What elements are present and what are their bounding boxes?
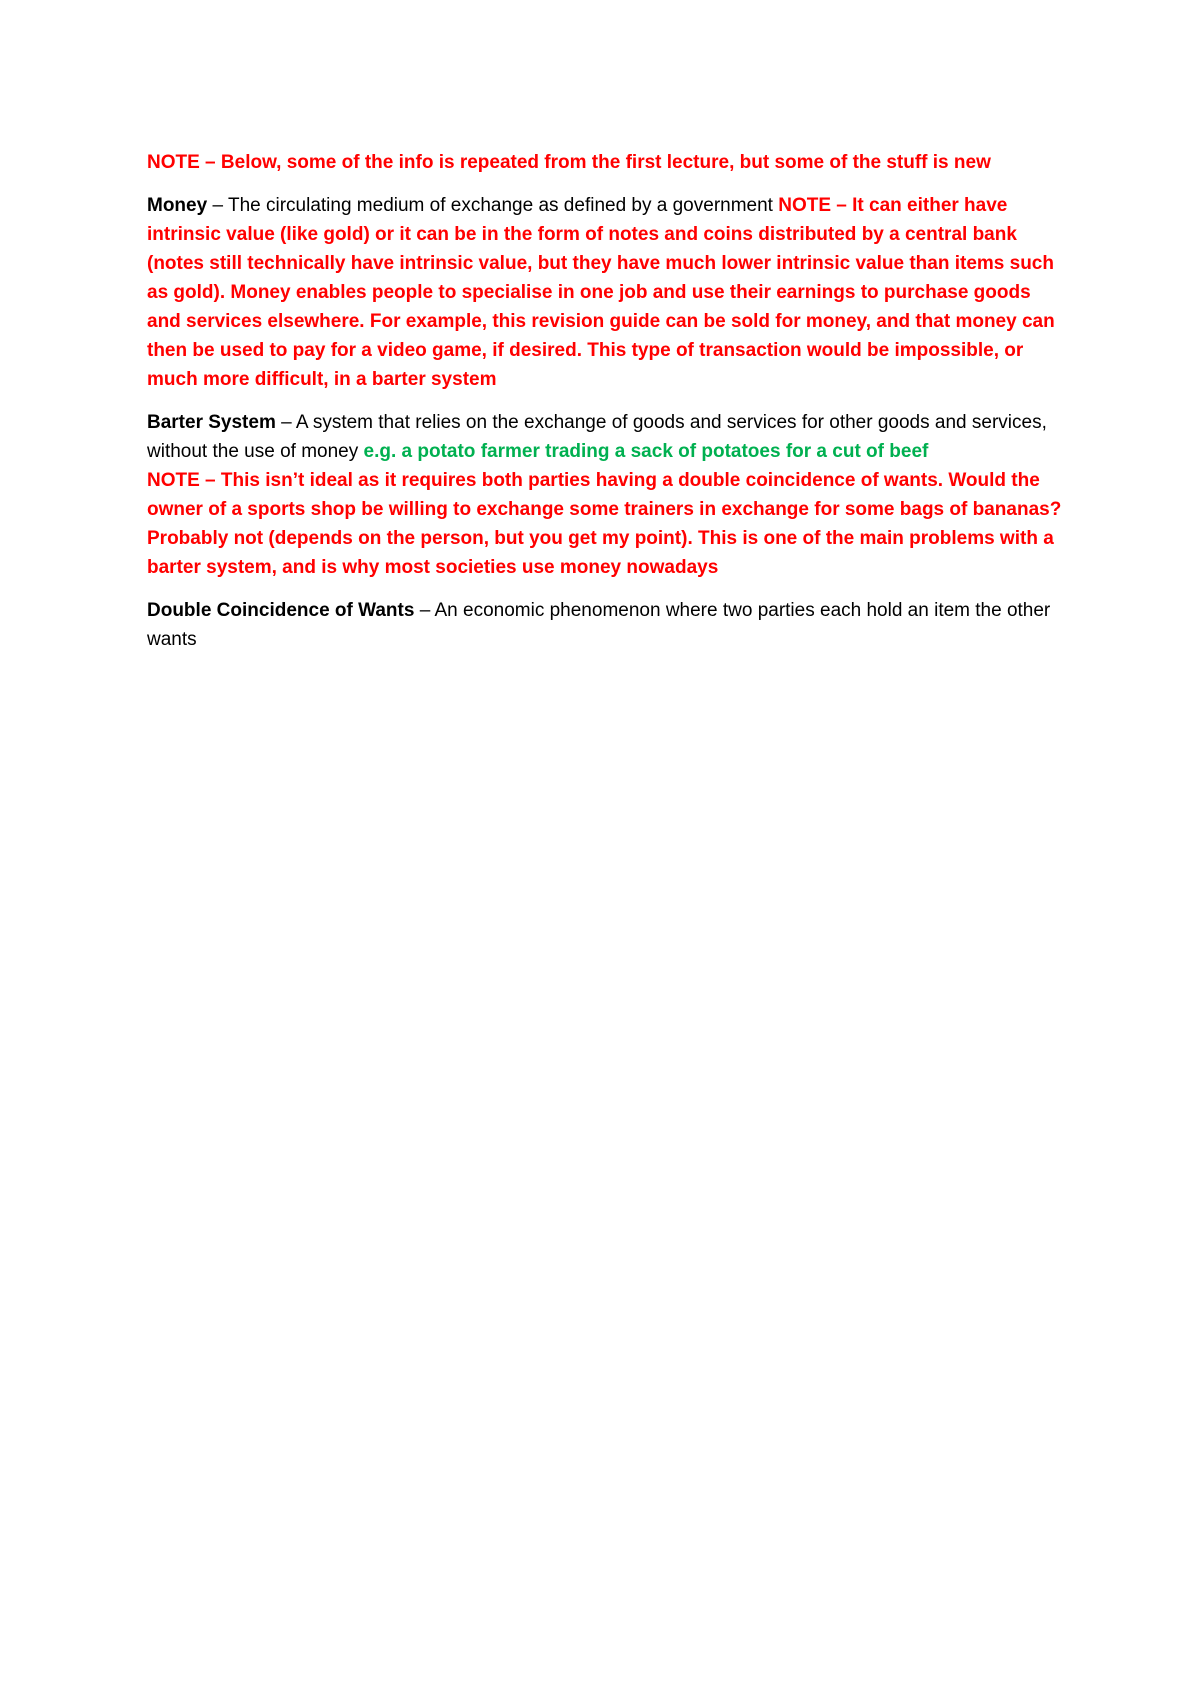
barter-def: – A system that relies on the exchange of goods and services for other goods and services, without the use of money <box>147 412 1047 462</box>
money-definition <box>147 191 1067 394</box>
intro-note-text: NOTE – Below, some of the info is repeated from the first lecture, but some of the stuff is new <box>147 152 991 173</box>
barter-note: NOTE – This isn’t ideal as it requires both parties having a double coincidence of wants. Would the owner of a sports shop be willing to exchange some trainers in exchange for some bags of bananas? Probably not (depends on the person, but you get my point). This is one of the main problems with a barter system, and is why most societies use money nowadays <box>147 470 1062 578</box>
barter-example: e.g. a potato farmer trading a sack of potatoes for a cut of beef <box>363 441 929 462</box>
money-term: Money <box>147 195 208 216</box>
intro-note <box>147 148 1067 177</box>
barter-term: Barter System <box>147 412 276 433</box>
dcw-def: – An economic phenomenon where two parties each hold an item the other wants <box>147 600 1051 650</box>
barter-definition <box>147 408 1067 582</box>
dcw-definition <box>147 596 1067 654</box>
dcw-term: Double Coincidence of Wants <box>147 600 415 621</box>
document <box>147 148 1067 668</box>
money-note: NOTE – It can either have intrinsic value (like gold) or it can be in the form of notes and coins distributed by a central bank (notes still technically have intrinsic value, but they have much lower intrinsic value than items such as gold). Money enables people to specialise in one job and use their earnings to purchase goods and services elsewhere. For example, this revision guide can be sold for money, and that money can then be used to pay for a video game, if desired. This type of transaction would be impossible, or much more difficult, in a barter system <box>147 195 1055 390</box>
money-def: – The circulating medium of exchange as defined by a government <box>207 195 779 216</box>
